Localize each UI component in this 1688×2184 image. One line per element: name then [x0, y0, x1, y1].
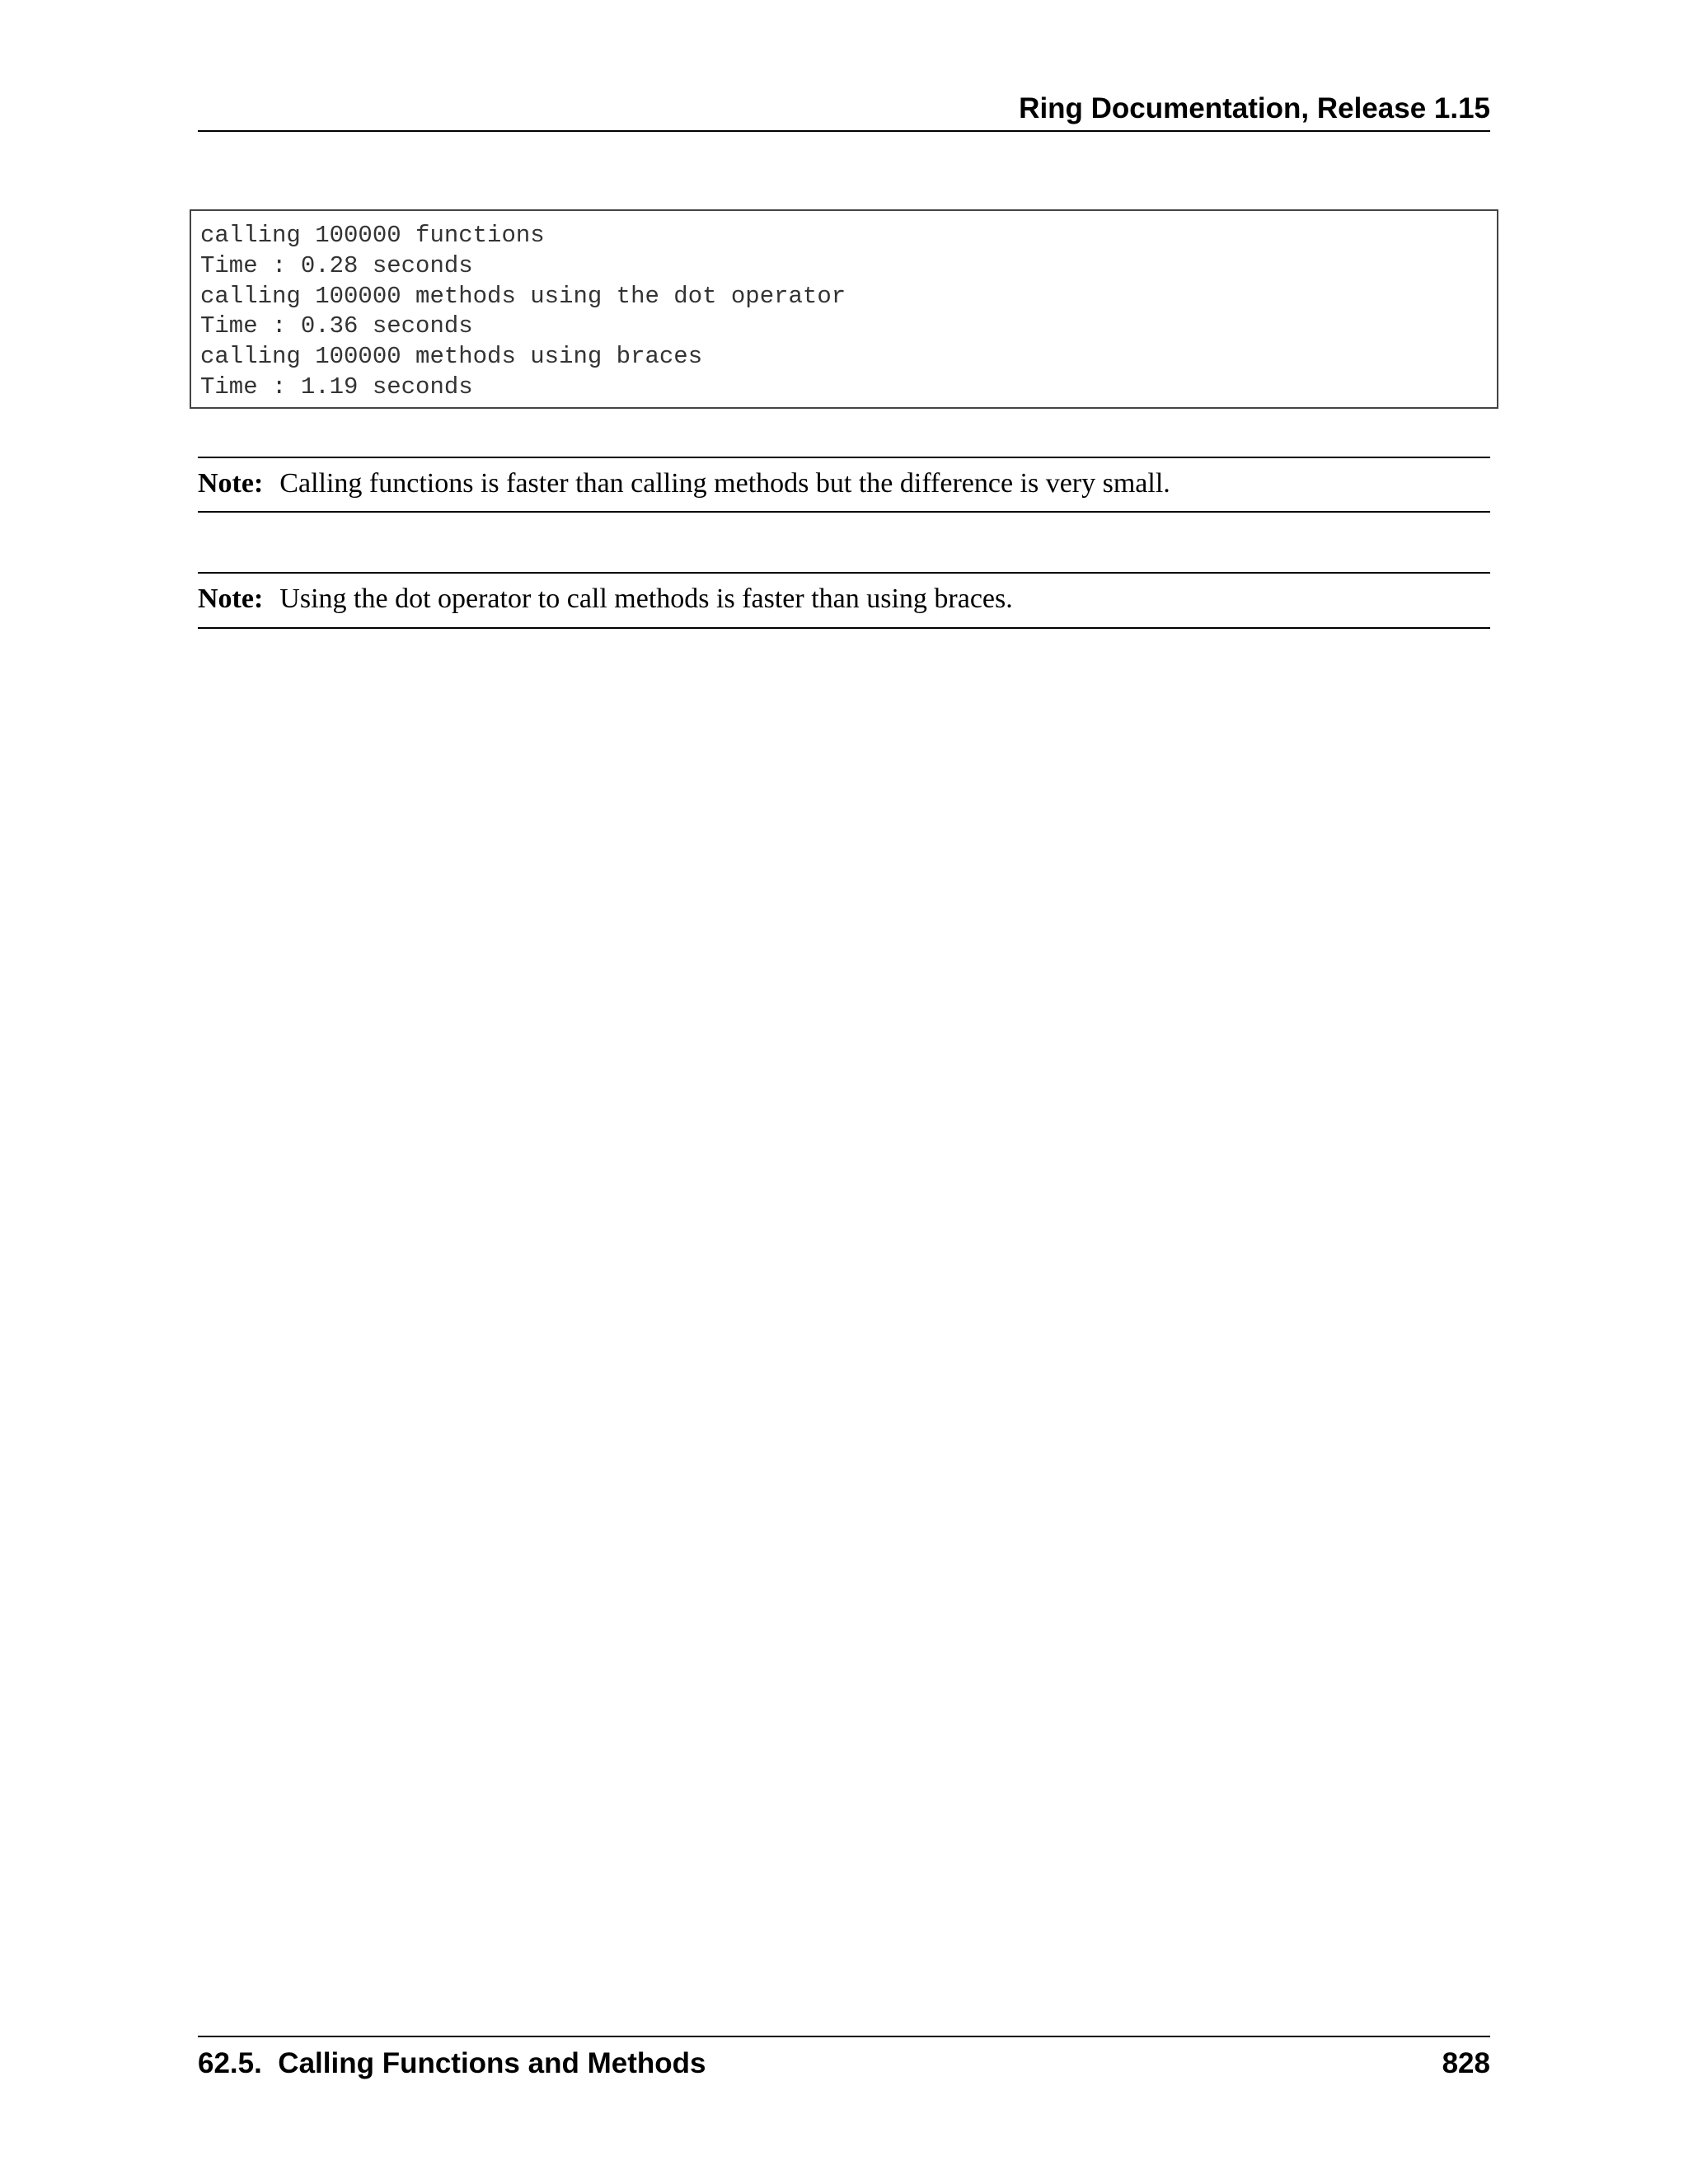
note-label: Note: — [198, 468, 264, 499]
code-line: calling 100000 methods using braces — [200, 343, 703, 371]
code-line: Time : 0.36 seconds — [200, 312, 473, 340]
note-text: Calling functions is faster than calling methods but the difference is very small. — [279, 468, 1170, 499]
note-box — [198, 572, 1490, 629]
page-header — [198, 89, 1490, 132]
document-title: Ring Documentation, Release 1.15 — [1019, 92, 1490, 124]
page-number: 828 — [1442, 2047, 1490, 2079]
code-line: Time : 1.19 seconds — [200, 373, 473, 401]
page-footer — [198, 2036, 1490, 2087]
note-text: Using the dot operator to call methods is faster than using braces. — [279, 583, 1013, 614]
note-box — [198, 457, 1490, 513]
note-label: Note: — [198, 583, 264, 614]
code-line: calling 100000 methods using the dot operator — [200, 282, 846, 310]
footer-section-title: 62.5. Calling Functions and Methods — [198, 2047, 706, 2079]
code-line: Time : 0.28 seconds — [200, 251, 473, 279]
code-line: calling 100000 functions — [200, 222, 545, 249]
code-block — [190, 209, 1498, 409]
